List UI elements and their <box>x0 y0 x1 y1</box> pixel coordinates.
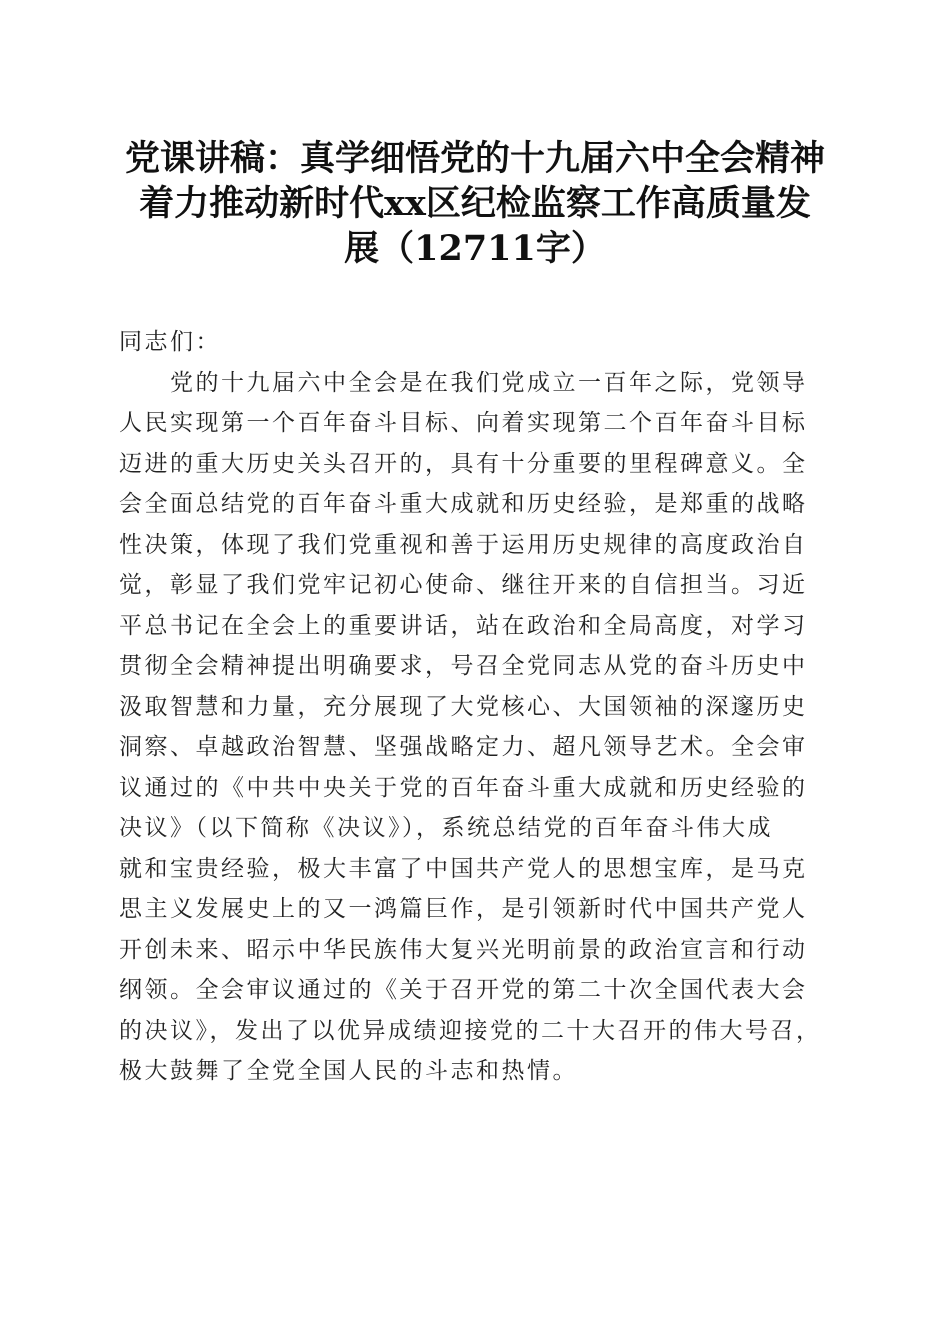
paragraph-line: 就和宝贵经验，极大丰富了中国共产党人的思想宝库，是马克 <box>119 855 808 882</box>
paragraph-line: 会全面总结党的百年奋斗重大成就和历史经验，是郑重的战略 <box>119 491 808 517</box>
salutation: 同志们： <box>119 329 221 355</box>
paragraph-line: 迈进的重大历史关头召开的，具有十分重要的里程碑意义。全 <box>119 450 808 477</box>
paragraph-line: 纲领。全会审议通过的《关于召开党的第二十次全国代表大会 <box>119 977 808 1003</box>
paragraph-line: 贯彻全会精神提出明确要求，号召全党同志从党的奋斗历史中 <box>119 653 808 679</box>
paragraph <box>119 363 834 1092</box>
paragraph-line: 决议》（以下简称《决议》），系统总结党的百年奋斗伟大成 <box>119 815 773 841</box>
title-line: 着力推动新时代xx区纪检监察工作高质量发 <box>139 183 811 224</box>
paragraph-line: 极大鼓舞了全党全国人民的斗志和热情。 <box>119 1058 578 1084</box>
paragraph-line: 性决策，体现了我们党重视和善于运用历史规律的高度政治自 <box>119 531 808 558</box>
paragraph-line: 议通过的《中共中央关于党的百年奋斗重大成就和历史经验的 <box>119 774 808 801</box>
paragraph-line: 开创未来、昭示中华民族伟大复兴光明前景的政治宣言和行动 <box>119 936 808 963</box>
document-title <box>110 136 840 271</box>
document-body <box>119 322 834 1092</box>
paragraph-line: 人民实现第一个百年奋斗目标、向着实现第二个百年奋斗目标 <box>119 410 808 436</box>
title-line: 党课讲稿：真学细悟党的十九届六中全会精神 <box>124 138 825 179</box>
paragraph-line: 洞察、卓越政治智慧、坚强战略定力、超凡领导艺术。全会审 <box>119 734 808 760</box>
title-line: 展（12711字） <box>344 228 606 269</box>
paragraph-line: 的决议》，发出了以优异成绩迎接党的二十大召开的伟大号召， <box>119 1017 822 1044</box>
paragraph-line: 思主义发展史上的又一鸿篇巨作，是引领新时代中国共产党人 <box>119 896 808 922</box>
paragraph-line: 平总书记在全会上的重要讲话，站在政治和全局高度，对学习 <box>119 612 808 639</box>
paragraph-line: 汲取智慧和力量，充分展现了大党核心、大国领袖的深邃历史 <box>119 693 808 720</box>
paragraph-line: 党的十九届六中全会是在我们党成立一百年之际，党领导 <box>170 369 808 396</box>
paragraph-line: 觉，彰显了我们党牢记初心使命、继往开来的自信担当。习近 <box>119 572 808 598</box>
